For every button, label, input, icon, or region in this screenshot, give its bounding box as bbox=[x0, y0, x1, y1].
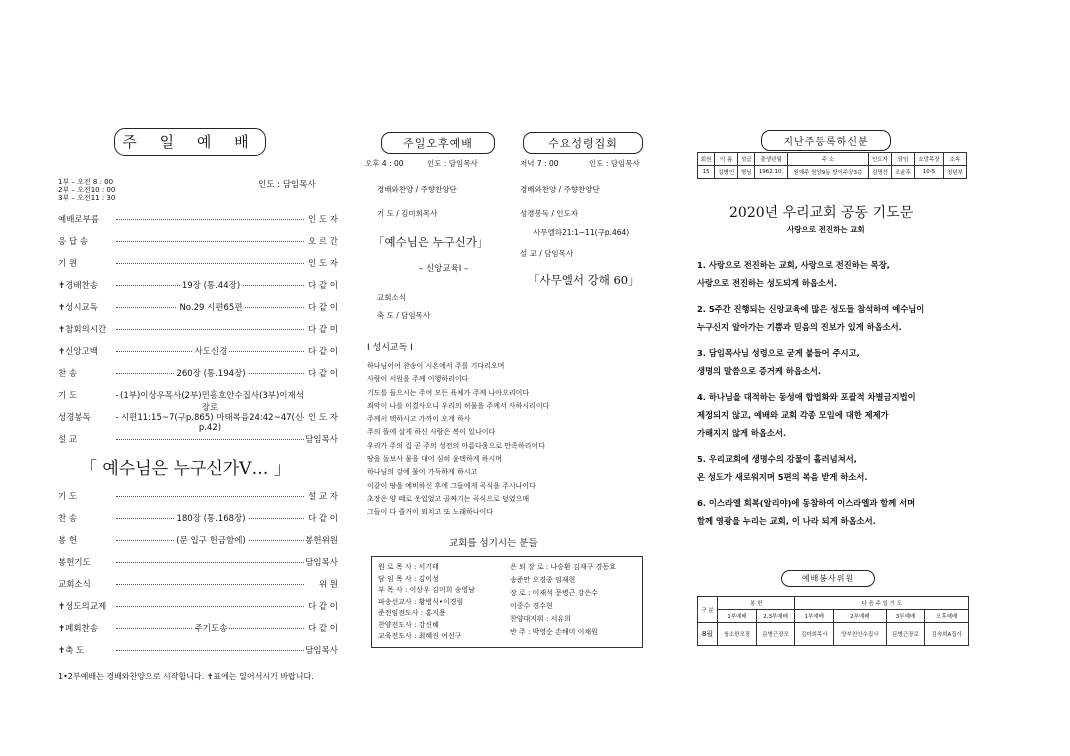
reading-line: 땅을 돌보사 물을 대어 심히 윤택하게 하시며 bbox=[367, 455, 503, 464]
sched-head-prayer: 다 음 주 일 기 도 bbox=[795, 597, 969, 610]
order-detail-wrap bbox=[118, 279, 304, 291]
order-person: 다 같 이 bbox=[307, 281, 338, 291]
order-row bbox=[58, 644, 338, 655]
volunteers-row bbox=[698, 623, 969, 646]
order-leader-dots bbox=[116, 263, 304, 264]
order-row bbox=[58, 600, 338, 611]
order-row bbox=[58, 235, 338, 246]
order-person: 다 같 이 bbox=[307, 303, 338, 313]
worship-order-list-2 bbox=[58, 490, 338, 655]
order-person: 봉헌위원 bbox=[305, 536, 338, 546]
newcomers-cell: 청년부 bbox=[943, 166, 966, 179]
reading-line: 사람이 서원을 주께 이행하리이다 bbox=[367, 375, 469, 384]
server-line: 찬양대지휘 : 서유희 bbox=[510, 615, 571, 623]
sunday-worship-column bbox=[58, 128, 338, 682]
newcomers-header-cell: 회원 bbox=[698, 153, 715, 166]
order-row bbox=[58, 345, 338, 356]
order-leader-dots bbox=[116, 650, 304, 651]
order-detail-wrap bbox=[118, 389, 304, 413]
pm-time: 오후 4 : 00 bbox=[365, 159, 404, 168]
newcomers-header-row bbox=[698, 153, 967, 166]
order-person: 인 도 자 bbox=[307, 215, 338, 225]
wed-item: 설 교 / 담임목사 bbox=[520, 249, 574, 258]
order-row bbox=[58, 433, 338, 444]
order-label: ✝성도의교제 bbox=[58, 602, 107, 612]
server-line: 장 로 : 이재석 문병근 강은수 bbox=[510, 589, 598, 597]
sched-cell: 문병근장모 bbox=[756, 623, 795, 646]
order-row bbox=[58, 622, 338, 633]
order-label: 교회소식 bbox=[58, 580, 91, 590]
prayer-line: 온 성도가 새로워지며 5편의 복음 받게 하소서. bbox=[697, 472, 868, 482]
prayer-line: 6. 이스라엘 회복(알리야)에 동참하여 이스라엘과 함께 서며 bbox=[697, 498, 916, 508]
volunteers-header-row bbox=[698, 597, 969, 610]
reading-line: 이같이 땅을 예비하신 후에 그들에게 곡식을 주시나이다 bbox=[367, 481, 536, 490]
newcomers-header-cell: 소속 bbox=[943, 153, 966, 166]
order-person: 다 같 이 bbox=[307, 347, 338, 357]
order-detail-wrap bbox=[118, 411, 304, 433]
newcomers-header-cell: 인도자 bbox=[869, 153, 892, 166]
newcomers-header-cell: 출생년월 bbox=[755, 153, 787, 166]
newcomers-cell: 원예주 원양9동 방이주공3층 bbox=[787, 166, 868, 179]
worship-order-list bbox=[58, 213, 338, 444]
newcomers-header-cell: 성급 bbox=[738, 153, 755, 166]
prayer-line: 4. 하나님을 대적하는 동성애 합법화와 포괄적 차별금지법이 bbox=[697, 392, 916, 402]
server-line: 부 목 사 : 이상우 김미희 송영남 bbox=[378, 586, 475, 594]
wed-time: 저녁 7 : 00 bbox=[520, 159, 559, 168]
pm-item: 기 도 / 김미희목사 bbox=[377, 209, 438, 218]
sched-subheader-cell: 1부예배 bbox=[718, 610, 757, 623]
order-row bbox=[58, 213, 338, 224]
newcomers-table bbox=[697, 152, 967, 179]
order-detail-wrap bbox=[118, 301, 304, 313]
newcomers-title: 지난주등록하신분 bbox=[761, 130, 891, 151]
pm-subtitle: – 신앙교육Ⅰ – bbox=[419, 264, 469, 274]
order-person: 담임목사 bbox=[305, 558, 338, 568]
order-label: ✝신앙고백 bbox=[58, 347, 98, 357]
order-leader-dots bbox=[116, 606, 304, 607]
reading-line: 하나님의 강에 물이 가득하게 하시고 bbox=[367, 468, 478, 477]
order-row bbox=[58, 367, 338, 378]
prayer-line: 생명의 말씀으로 증거케 하옵소서. bbox=[697, 366, 822, 376]
pm-item: 경배와찬양 / 주향찬양단 bbox=[377, 185, 457, 194]
newcomers-header-cell: 이 름 bbox=[715, 153, 738, 166]
prayer-line: 제정되지 않고, 예배와 교회 각종 모임에 대한 제제가 bbox=[697, 410, 889, 420]
prayer-title: 2020년 우리교회 공동 기도문 bbox=[729, 205, 914, 221]
order-person: 담임목사 bbox=[305, 646, 338, 656]
order-detail: 사도신경 bbox=[194, 347, 228, 357]
server-line: 이중수 경수현 bbox=[510, 602, 553, 610]
order-person: 다 같 이 bbox=[307, 624, 338, 634]
order-label: 찬 송 bbox=[58, 514, 78, 524]
server-line: 준전임전도사 : 홍지용 bbox=[378, 609, 446, 617]
responsive-reading bbox=[367, 360, 549, 520]
newcomers-cell: 김병인 bbox=[715, 166, 738, 179]
order-leader-dots bbox=[116, 562, 304, 563]
sched-month: 8월 bbox=[698, 623, 718, 646]
sched-subheader-cell: 2,3부예배 bbox=[756, 610, 795, 623]
order-row bbox=[58, 411, 338, 433]
server-line: 송준만 오경종 임재현 bbox=[510, 576, 576, 584]
order-label: ✝참회의시간 bbox=[58, 325, 107, 335]
order-person: 오 르 간 bbox=[307, 237, 338, 247]
order-row bbox=[58, 389, 338, 413]
sunday-worship-title: 주 일 예 배 bbox=[114, 128, 266, 156]
newcomers-cell: 10-5 bbox=[915, 166, 944, 179]
order-label: ✝경배찬송 bbox=[58, 281, 98, 291]
order-person: 다 같 이 bbox=[307, 602, 338, 612]
order-person: 설 교 자 bbox=[307, 492, 338, 502]
sched-cell: 김미희목사 bbox=[795, 623, 834, 646]
sched-subheader-cell: 2부예배 bbox=[834, 610, 887, 623]
prayer-line: 함께 영광을 누리는 교회, 이 나라 되게 하옵소서. bbox=[697, 516, 876, 526]
service-volunteers-title: 예배봉사위원 bbox=[781, 570, 875, 587]
order-leader-dots bbox=[116, 496, 304, 497]
server-line: 은 퇴 장 로 : 나승환 김재구 경동호 bbox=[510, 563, 616, 571]
wed-scripture: 사무엘하21:1~11(구p.464) bbox=[533, 228, 630, 237]
order-person: 담임목사 bbox=[305, 435, 338, 445]
wed-slogan: 「사무엘서 강해 60」 bbox=[528, 273, 640, 287]
order-label: 예배로부름 bbox=[58, 215, 100, 225]
order-detail: No.29 시편65편 bbox=[179, 303, 243, 313]
sched-cell: 김숙희A집사 bbox=[925, 623, 969, 646]
order-label: 기 원 bbox=[58, 259, 78, 269]
order-row bbox=[58, 301, 338, 312]
newcomers-cell: 형님 bbox=[738, 166, 755, 179]
newcomers-cell: 김명선 bbox=[869, 166, 892, 179]
order-detail: 시편11:15~7(구p.865) 마태복음24:42~47(신p.42) bbox=[120, 413, 304, 433]
reading-line: 죄악이 나를 이겼사오니 우리의 허물을 주께서 사하시리이다 bbox=[367, 401, 550, 410]
order-detail: 180장 (통.168장) bbox=[176, 514, 246, 524]
order-label: ✝폐회찬송 bbox=[58, 624, 98, 634]
order-detail-wrap bbox=[118, 345, 304, 357]
reading-line: 우리가 주의 집 곧 주의 성전의 아름다움으로 만족하리이다 bbox=[367, 441, 545, 450]
church-servers-title: 교회를 섬기시는 분들 bbox=[449, 538, 538, 549]
server-line: 원 로 목 사 : 서기태 bbox=[378, 563, 439, 571]
order-person: 다 같 이 bbox=[307, 369, 338, 379]
order-detail: 260장 (통.194장) bbox=[176, 369, 246, 379]
service-time-2: 2부 – 오전10 : 00 bbox=[58, 186, 116, 194]
newcomers-header-cell: 주 소 bbox=[787, 153, 868, 166]
sched-head-category: 구 분 bbox=[698, 597, 718, 623]
order-person: 인 도 자 bbox=[307, 259, 338, 269]
reading-line: 그들이 다 즐거이 외치고 또 노래하나이다 bbox=[367, 508, 494, 517]
prayer-line: 2. 5주간 진행되는 신앙교육에 많은 성도들 참석하여 예수님이 bbox=[697, 304, 925, 314]
reading-line: 주께서 택하시고 가까이 오게 하사 bbox=[367, 415, 471, 424]
newcomers-header-cell: 소망목장 bbox=[915, 153, 944, 166]
order-leader-dots bbox=[116, 241, 304, 242]
order-label: 기 도 bbox=[58, 492, 78, 502]
sched-subheader-cell: 3부예배 bbox=[886, 610, 925, 623]
order-label: 봉 헌 bbox=[58, 536, 78, 546]
prayer-list bbox=[697, 256, 924, 530]
service-time-1: 1부 – 오전 8 : 00 bbox=[58, 178, 114, 186]
sched-cell: 양부친안수집사 bbox=[834, 623, 887, 646]
server-line: 찬양전도사 : 강신혜 bbox=[378, 620, 439, 629]
pm-item: 교회소식 bbox=[377, 293, 406, 302]
prayer-line: 3. 담임목사님 성령으로 굳게 붙들어 주시고, bbox=[697, 348, 860, 358]
order-detail: (1부)이상우목사(2부)민흥호안수집사(3부)이재석장로 bbox=[120, 391, 304, 413]
newcomers-header-cell: 담임 bbox=[892, 153, 915, 166]
wed-leader: 인도 : 담임목사 bbox=[589, 159, 640, 168]
order-label: ✝성시교독 bbox=[58, 303, 98, 313]
order-detail-wrap bbox=[118, 512, 304, 524]
prayer-line: 사랑으로 전진하는 성도되게 하옵소서. bbox=[697, 278, 838, 288]
service-time-3: 3부 – 오전11 : 30 bbox=[58, 194, 116, 202]
order-person: 위 원 bbox=[318, 580, 338, 590]
order-row bbox=[58, 512, 338, 523]
newcomers-cell: 조윤후 bbox=[892, 166, 915, 179]
newcomers-cell: 15 bbox=[698, 166, 715, 179]
preside-text: 인도 : 담임목사 bbox=[258, 180, 316, 190]
sched-cell: 청소한모장 bbox=[718, 623, 757, 646]
wednesday-meeting-title: 수요성령집회 bbox=[523, 132, 643, 154]
order-leader-dots bbox=[116, 329, 304, 330]
order-detail: 주기도송 bbox=[194, 624, 228, 634]
wed-item: 성경봉독 / 인도자 bbox=[520, 209, 579, 218]
order-leader-dots bbox=[116, 584, 304, 585]
standing-notice: 1•2부예배는 경배와찬양으로 시작합니다. ✝표에는 일어서시기 바랍니다. bbox=[58, 672, 314, 681]
order-row bbox=[58, 323, 338, 334]
order-leader-dots bbox=[116, 219, 304, 220]
order-row bbox=[58, 279, 338, 290]
order-label: 응 답 송 bbox=[58, 237, 89, 247]
order-person: 다 같 이 bbox=[307, 514, 338, 524]
order-detail: 19장 (통.44장) bbox=[181, 281, 241, 291]
sched-head-offering: 봉 헌 bbox=[718, 597, 795, 610]
order-row bbox=[58, 490, 338, 501]
sched-cell: 문병근장로 bbox=[886, 623, 925, 646]
reading-line: 주의 뜰에 살게 하신 사람은 복이 있나이다 bbox=[367, 428, 496, 437]
order-detail: (문 입구 헌금함에) bbox=[176, 536, 246, 546]
afternoon-worship-title: 주일오후예배 bbox=[381, 132, 495, 154]
order-row bbox=[58, 534, 338, 545]
sched-subheader-cell: 오후예배 bbox=[925, 610, 969, 623]
volunteers-subheader-row bbox=[698, 610, 969, 623]
prayer-line: 1. 사랑으로 전진하는 교회, 사랑으로 전진하는 목장, bbox=[697, 260, 890, 270]
newcomers-row bbox=[698, 166, 967, 179]
reading-line: 기도를 들으시는 주여 모든 육체가 주께 나아오리이다 bbox=[367, 388, 530, 397]
order-row bbox=[58, 257, 338, 268]
order-detail-wrap bbox=[118, 534, 304, 546]
prayer-line: 가해지지 않게 하옵소서. bbox=[697, 428, 787, 438]
volunteers-table bbox=[697, 596, 969, 646]
sermon-title: 「 예수님은 누구신가Ⅴ… 」 bbox=[80, 459, 291, 479]
reading-line: 초장은 양 떼로 옷입었고 골짜기는 곡식으로 덮였으매 bbox=[367, 494, 530, 503]
prayer-line: 누구신지 알아가는 기쁨과 믿음의 진보가 있게 하옵소서. bbox=[697, 322, 902, 332]
responsive-reading-title: I 성시교독 I bbox=[367, 343, 413, 353]
prayer-subtitle: 사랑으로 전진하는 교회 bbox=[787, 225, 865, 234]
order-detail-wrap bbox=[118, 367, 304, 379]
order-row bbox=[58, 578, 338, 589]
pm-leader: 인도 : 담임목사 bbox=[427, 159, 478, 168]
order-person: 인 도 자 bbox=[307, 413, 338, 423]
order-label: 봉헌기도 bbox=[58, 558, 91, 568]
order-label: 설 교 bbox=[58, 435, 78, 445]
server-line: 담 임 목 사 : 김이성 bbox=[378, 574, 439, 583]
order-label: 기 도 bbox=[58, 391, 78, 401]
order-label: 찬 송 bbox=[58, 369, 78, 379]
church-servers-box bbox=[371, 556, 643, 648]
order-row bbox=[58, 556, 338, 567]
server-line: 교육전도사 : 최혜진 여선구 bbox=[378, 632, 462, 640]
order-label: ✝축 도 bbox=[58, 646, 85, 656]
sched-subheader-cell: 1부예배 bbox=[795, 610, 834, 623]
reading-line: 하나님이여 찬송이 시온에서 주를 기다리오며 bbox=[367, 362, 505, 370]
order-label: 성경봉독 bbox=[58, 413, 91, 423]
prayer-line: 5. 우리교회에 생명수의 강물이 흘러넘쳐서, bbox=[697, 454, 857, 464]
pm-item: 축 도 / 담임목사 bbox=[377, 311, 431, 320]
order-detail-wrap bbox=[118, 622, 304, 634]
server-line: 반 주 : 박영순 손해미 이채원 bbox=[510, 628, 598, 636]
newcomers-cell: 1962.10. bbox=[755, 166, 787, 179]
server-line: 파송선교사 : 황병식•이경림 bbox=[378, 597, 464, 606]
order-leader-dots bbox=[116, 439, 304, 440]
wed-item: 경배와찬양 / 주향찬양단 bbox=[520, 185, 600, 194]
order-person: 다 같 이 bbox=[307, 325, 338, 335]
pm-slogan: 「예수님은 누구신가」 bbox=[373, 235, 489, 249]
